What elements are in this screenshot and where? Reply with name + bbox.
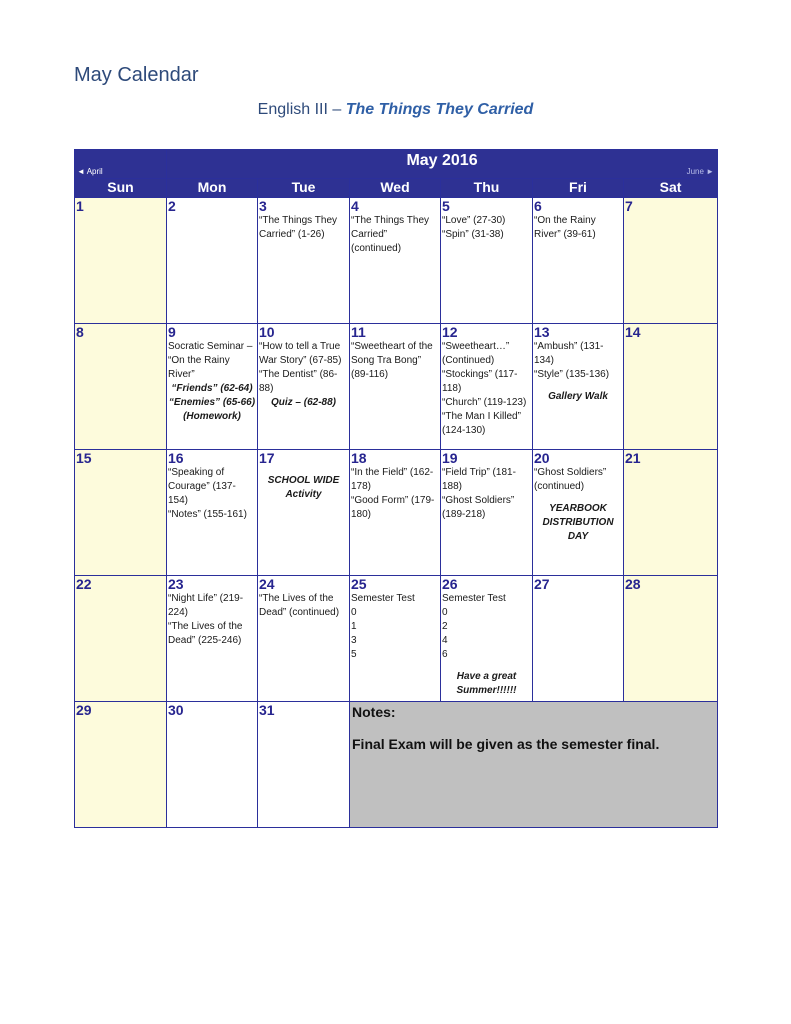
day-highlight: Quiz – (62-88) [270,397,337,408]
day-number: 18 [351,450,367,466]
day-entry: “Ghost Soldiers” [534,467,607,478]
day-entry: War Story” (67-85) [259,355,342,366]
day-cell-6 [533,198,624,324]
day-cell-24 [258,576,350,702]
day-entry: “On the Rainy [534,215,596,226]
day-entry: (189-218) [442,509,486,520]
notes-cell [350,702,718,828]
day-entry: “The Dentist” (86- [259,369,338,380]
weekday-wed: Wed [350,179,441,198]
day-entry: “Sweetheart of the [351,341,433,352]
day-highlight: DISTRIBUTION [542,517,614,528]
day-entry: “Notes” (155-161) [168,509,247,520]
day-cell-27 [533,576,624,702]
day-entry: “Ambush” (131- [534,341,604,352]
day-number: 21 [625,450,641,466]
weekday-header-row [75,179,718,198]
day-entry: “Night Life” (219- [168,593,244,604]
day-entry: Song Tra Bong” [351,355,422,366]
day-entry: 180) [351,509,372,520]
day-cell-29 [75,702,167,828]
week-row [75,702,718,828]
day-entry: “Good Form” (179- [351,495,435,506]
day-number: 1 [76,198,84,214]
day-entry: “Speaking of [168,467,225,478]
day-cell-12 [441,324,533,450]
day-entry: 2 [442,621,448,632]
day-number: 3 [259,198,267,214]
day-highlight: SCHOOL WIDE [267,475,340,486]
day-entry: River” (39-61) [534,229,596,240]
week-row [75,324,718,450]
day-entry: “Sweetheart…” [442,341,510,352]
subtitle-course: English III – [257,101,346,118]
next-month-link[interactable]: June ► [686,167,715,176]
day-entry: 178) [351,481,372,492]
day-number: 23 [168,576,184,592]
day-number: 7 [625,198,633,214]
page-title: May Calendar [74,64,199,86]
day-entry: “How to tell a True [259,341,341,352]
day-number: 8 [76,324,84,340]
day-number: 31 [259,702,275,718]
day-cell-13 [533,324,624,450]
day-entry: Semester Test [351,593,415,604]
day-number: 2 [168,198,176,214]
page-subtitle [0,101,791,119]
day-number: 10 [259,324,275,340]
day-cell-31 [258,702,350,828]
weekday-sat: Sat [624,179,718,198]
day-number: 25 [351,576,367,592]
day-number: 30 [168,702,184,718]
day-cell-16 [167,450,258,576]
day-highlight: Summer!!!!!! [456,685,517,696]
day-entry: 6 [442,649,448,660]
day-entry: 4 [442,635,448,646]
day-entry: Socratic Seminar – [168,341,253,352]
day-highlight: (Homework) [183,411,241,422]
day-entry: 5 [351,649,357,660]
day-entry: (Continued) [442,355,495,366]
day-entry: (continued) [534,481,585,492]
day-cell-30 [167,702,258,828]
day-entry: 0 [442,607,448,618]
day-cell-20 [533,450,624,576]
day-number: 19 [442,450,458,466]
week-row [75,198,718,324]
day-entry: 118) [442,383,462,394]
day-cell-9 [167,324,258,450]
calendar-table [74,149,718,828]
day-entry: 154) [168,495,189,506]
day-number: 11 [351,324,366,340]
day-highlight: DAY [567,531,589,542]
weekday-sun: Sun [75,179,167,198]
day-highlight: Gallery Walk [548,391,608,402]
day-entry: “The Lives of the [168,621,243,632]
prev-month-link[interactable]: ◄ April [75,150,167,179]
day-entry: “The Lives of the [259,593,334,604]
day-entry: Carried” (1-26) [259,229,325,240]
day-number: 20 [534,450,550,466]
day-highlight: “Friends” (62-64) [171,383,253,394]
day-highlight: “Enemies” (65-66) [168,397,256,408]
weekday-mon: Mon [167,179,258,198]
day-cell-22 [75,576,167,702]
day-entry: “Church” (119-123) [442,397,527,408]
day-cell-23 [167,576,258,702]
day-highlight: Have a great [456,671,517,682]
day-entry: “Spin” (31-38) [442,229,504,240]
day-entry: Dead” (225-246) [168,635,242,646]
day-cell-25 [350,576,441,702]
weekday-tue: Tue [258,179,350,198]
day-cell-18 [350,450,441,576]
day-entry: “On the Rainy [168,355,230,366]
day-highlight: YEARBOOK [549,503,607,514]
day-cell-1 [75,198,167,324]
day-entry: “Love” (27-30) [442,215,506,226]
calendar-header [75,150,718,179]
week-row [75,576,718,702]
day-entry: Dead” (continued) [259,607,340,618]
day-entry: 224) [168,607,189,618]
day-entry: “The Things They [259,215,338,226]
day-cell-7 [624,198,718,324]
month-title: May 2016 [406,152,478,169]
month-header [167,150,718,179]
day-entry: Carried” [351,229,388,240]
day-entry: “Ghost Soldiers” [442,495,515,506]
weekday-fri: Fri [533,179,624,198]
weekday-thu: Thu [441,179,533,198]
day-number: 16 [168,450,184,466]
day-entry: 3 [351,635,357,646]
day-number: 9 [168,324,176,340]
day-entry: “Stockings” (117- [442,369,518,380]
day-entry: River” [168,369,195,380]
subtitle-book: The Things They Carried [345,101,534,118]
day-entry: Courage” (137- [168,481,236,492]
day-number: 5 [442,198,450,214]
day-number: 26 [442,576,458,592]
day-entry: “Style” (135-136) [534,369,610,380]
notes-text: Final Exam will be given as the semester final. [352,736,660,752]
day-number: 29 [76,702,92,718]
day-number: 24 [259,576,275,592]
day-entry: “In the Field” (162- [351,467,434,478]
day-entry: (continued) [351,243,402,254]
day-number: 28 [625,576,641,592]
day-cell-21 [624,450,718,576]
day-entry: (89-116) [351,369,389,380]
day-number: 4 [351,198,359,214]
day-cell-14 [624,324,718,450]
day-cell-10 [258,324,350,450]
day-entry: Semester Test [442,593,506,604]
day-cell-28 [624,576,718,702]
day-entry: 1 [351,621,357,632]
day-cell-5 [441,198,533,324]
day-entry: 88) [259,383,274,394]
day-cell-26 [441,576,533,702]
day-cell-19 [441,450,533,576]
day-cell-2 [167,198,258,324]
day-number: 22 [76,576,92,592]
day-cell-8 [75,324,167,450]
day-cell-15 [75,450,167,576]
day-number: 17 [259,450,275,466]
notes-label: Notes: [352,704,396,720]
week-row [75,450,718,576]
day-entry: 0 [351,607,357,618]
day-cell-17 [258,450,350,576]
day-cell-4 [350,198,441,324]
day-entry: (124-130) [442,425,486,436]
day-entry: “The Man I Killed” [442,411,521,422]
day-entry: 134) [534,355,555,366]
day-cell-3 [258,198,350,324]
day-number: 6 [534,198,542,214]
day-cell-11 [350,324,441,450]
day-number: 27 [534,576,550,592]
day-number: 15 [76,450,92,466]
day-highlight: Activity [285,489,322,500]
day-entry: “The Things They [351,215,430,226]
day-entry: “Field Trip” (181- [442,467,516,478]
day-entry: 188) [442,481,463,492]
day-number: 14 [625,324,641,340]
day-number: 13 [534,324,550,340]
day-number: 12 [442,324,458,340]
